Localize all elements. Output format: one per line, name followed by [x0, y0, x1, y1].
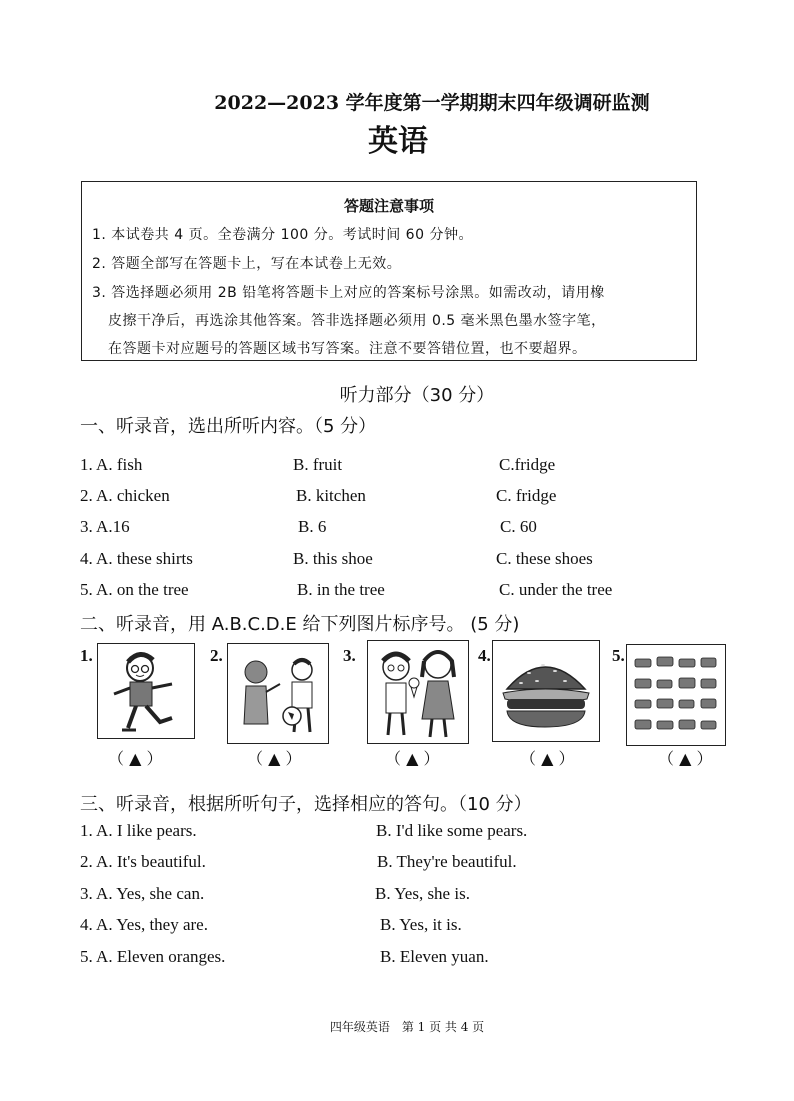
pic4-number: 4. — [478, 646, 491, 665]
s3-q2-b: B. They're beautiful. — [377, 852, 517, 871]
pic2-answer-blank[interactable]: （ ▲ ） — [247, 749, 302, 768]
notice-title: 答题注意事项 — [343, 197, 434, 215]
notice-line-5: 在答题卡对应题号的答题区域书写答案。注意不要答错位置，也不要超界。 — [108, 341, 587, 357]
s1-q4-a: 4. A. these shirts — [80, 549, 193, 568]
listening-part-title: 听力部分（30 分） — [339, 385, 495, 406]
s1-q5-a: 5. A. on the tree — [80, 580, 189, 599]
s1-q5-b: B. in the tree — [297, 580, 385, 599]
notice-box — [81, 181, 697, 361]
toy-cars-picture — [626, 644, 726, 746]
s3-q1-a: 1. A. I like pears. — [80, 821, 197, 840]
s1-q5-c: C. under the tree — [499, 580, 613, 599]
pic1-answer-blank[interactable]: （ ▲ ） — [108, 749, 163, 768]
s3-q5-a: 5. A. Eleven oranges. — [80, 947, 226, 966]
s3-q1-b: B. I'd like some pears. — [376, 821, 528, 840]
s3-q3-b: B. Yes, she is. — [375, 884, 470, 903]
s3-q5-b: B. Eleven yuan. — [380, 947, 489, 966]
exam-title: 2022—2023 学年度第一学期期末四年级调研监测 — [214, 92, 650, 114]
s3-q3-a: 3. A. Yes, she can. — [80, 884, 205, 903]
section1-title: 一、听录音，选出所听内容。（5 分） — [80, 416, 377, 437]
s1-q2-c: C. fridge — [496, 486, 557, 505]
s3-q4-b: B. Yes, it is. — [380, 915, 462, 934]
pic5-number: 5. — [612, 646, 625, 665]
notice-line-1: 1. 本试卷共 4 页。全卷满分 100 分。考试时间 60 分钟。 — [92, 227, 473, 243]
s1-q1-b: B. fruit — [293, 455, 343, 474]
section3-title: 三、听录音，根据所听句子，选择相应的答句。（10 分） — [80, 794, 532, 815]
s1-q1-a: 1. A. fish — [80, 455, 143, 474]
pic1-number: 1. — [80, 646, 93, 665]
s1-q3-a: 3. A.16 — [80, 517, 130, 536]
page-footer: 四年级英语 第 1 页 共 4 页 — [329, 1020, 485, 1034]
pic4-answer-blank[interactable]: （ ▲ ） — [520, 749, 575, 768]
notice-line-4: 皮擦干净后，再选涂其他答案。答非选择题必须用 0.5 毫米黑色墨水签字笔， — [108, 313, 606, 329]
pic3-answer-blank[interactable]: （ ▲ ） — [385, 749, 440, 768]
pic2-number: 2. — [210, 646, 223, 665]
s1-q4-c: C. these shoes — [496, 549, 593, 568]
s3-q4-a: 4. A. Yes, they are. — [80, 915, 208, 934]
s1-q4-b: B. this shoe — [293, 549, 373, 568]
kids-with-ball-picture — [227, 643, 329, 744]
s1-q3-c: C. 60 — [500, 517, 537, 536]
boy-skating-picture — [97, 643, 195, 739]
s1-q2-a: 2. A. chicken — [80, 486, 170, 505]
pic3-number: 3. — [343, 646, 356, 665]
notice-line-3: 3. 答选择题必须用 2B 铅笔将答题卡上对应的答案标号涂黑。如需改动，请用橡 — [92, 285, 605, 301]
s1-q3-b: B. 6 — [298, 517, 327, 536]
subject-title: 英语 — [368, 124, 428, 159]
s1-q2-b: B. kitchen — [296, 486, 366, 505]
s3-q2-a: 2. A. It's beautiful. — [80, 852, 206, 871]
notice-line-2: 2. 答题全部写在答题卡上，写在本试卷上无效。 — [92, 256, 402, 272]
boy-girl-icecream-picture — [367, 640, 469, 744]
hamburger-picture — [492, 640, 600, 742]
section2-title: 二、听录音，用 A.B.C.D.E 给下列图片标序号。 (5 分) — [80, 614, 520, 635]
s1-q1-c: C.fridge — [499, 455, 556, 474]
pic5-answer-blank[interactable]: （ ▲ ） — [658, 749, 713, 768]
